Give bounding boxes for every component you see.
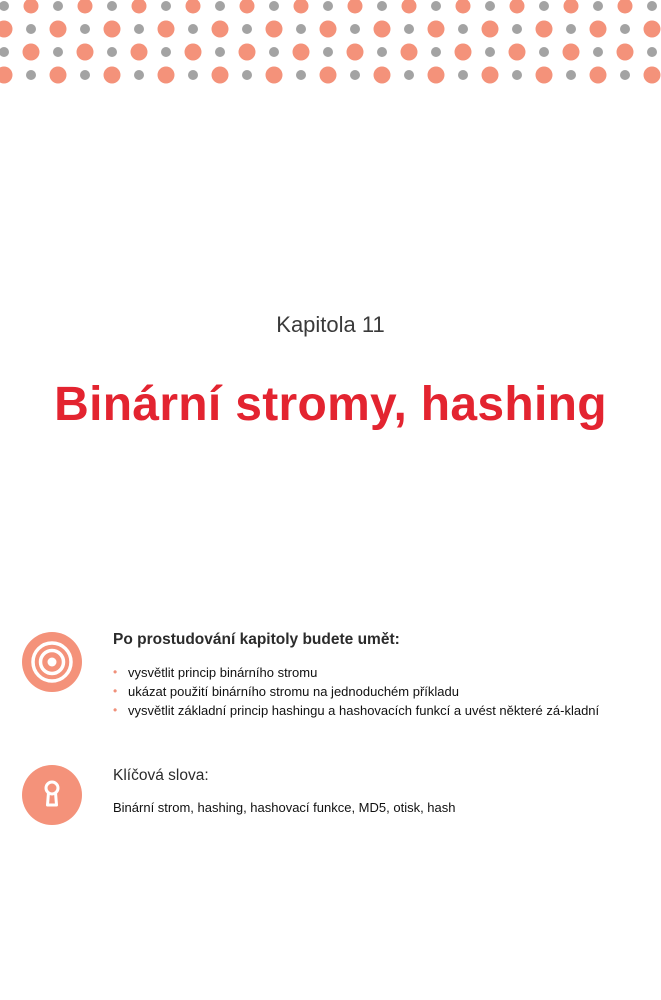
- salmon-dot: [644, 21, 661, 38]
- salmon-dot: [374, 67, 391, 84]
- gray-dot: [188, 24, 198, 34]
- salmon-dot: [617, 44, 634, 61]
- salmon-dot: [428, 21, 445, 38]
- salmon-dot: [374, 21, 391, 38]
- gray-dot: [242, 70, 252, 80]
- salmon-dot: [240, 0, 255, 14]
- salmon-dot: [212, 21, 229, 38]
- salmon-dot: [23, 44, 40, 61]
- bullet-icon: •: [113, 684, 118, 698]
- salmon-dot: [348, 0, 363, 14]
- gray-dot: [431, 1, 441, 11]
- gray-dot: [269, 47, 279, 57]
- salmon-dot: [320, 67, 337, 84]
- salmon-dot: [212, 67, 229, 84]
- gray-dot: [350, 70, 360, 80]
- salmon-dot: [77, 44, 94, 61]
- gray-dot: [620, 24, 630, 34]
- salmon-dot: [509, 44, 526, 61]
- gray-dot: [26, 24, 36, 34]
- salmon-dot: [131, 44, 148, 61]
- gray-dot: [593, 47, 603, 57]
- gray-dot: [134, 70, 144, 80]
- salmon-dot: [266, 67, 283, 84]
- gray-dot: [620, 70, 630, 80]
- gray-dot: [431, 47, 441, 57]
- gray-dot: [512, 24, 522, 34]
- salmon-dot: [24, 0, 39, 14]
- gray-dot: [188, 70, 198, 80]
- keywords-heading: Klíčová slova:: [113, 767, 209, 784]
- salmon-dot: [590, 21, 607, 38]
- salmon-dot: [239, 44, 256, 61]
- salmon-dot: [50, 21, 67, 38]
- salmon-dot: [185, 44, 202, 61]
- salmon-dot: [158, 67, 175, 84]
- gray-dot: [134, 24, 144, 34]
- salmon-dot: [536, 21, 553, 38]
- gray-dot: [53, 1, 63, 11]
- salmon-dot: [510, 0, 525, 14]
- chapter-title: Binární stromy, hashing: [54, 378, 607, 431]
- salmon-dot: [455, 44, 472, 61]
- gray-dot: [80, 70, 90, 80]
- salmon-dot: [563, 44, 580, 61]
- salmon-dot: [402, 0, 417, 14]
- salmon-dot: [401, 44, 418, 61]
- gray-dot: [323, 47, 333, 57]
- gray-dot: [0, 47, 9, 57]
- gray-dot: [404, 24, 414, 34]
- gray-dot: [296, 24, 306, 34]
- gray-dot: [458, 24, 468, 34]
- gray-dot: [539, 47, 549, 57]
- salmon-dot: [293, 44, 310, 61]
- salmon-dot: [564, 0, 579, 14]
- gray-dot: [107, 47, 117, 57]
- salmon-dot: [456, 0, 471, 14]
- gray-dot: [215, 47, 225, 57]
- gray-dot: [242, 24, 252, 34]
- gray-dot: [107, 1, 117, 11]
- salmon-dot: [50, 67, 67, 84]
- gray-dot: [269, 1, 279, 11]
- gray-dot: [485, 47, 495, 57]
- gray-dot: [26, 70, 36, 80]
- decorative-dot-pattern: [0, 0, 661, 90]
- salmon-dot: [590, 67, 607, 84]
- gray-dot: [323, 1, 333, 11]
- goals-heading: Po prostudování kapitoly budete umět:: [113, 631, 400, 648]
- goal-item-text: ukázat použití binárního stromu na jednoduchém příkladu: [128, 684, 459, 699]
- gray-dot: [647, 1, 657, 11]
- salmon-dot: [158, 21, 175, 38]
- salmon-dot: [320, 21, 337, 38]
- gray-dot: [566, 24, 576, 34]
- gray-dot: [215, 1, 225, 11]
- salmon-dot: [104, 67, 121, 84]
- chapter-number: Kapitola 11: [276, 312, 385, 337]
- salmon-dot: [132, 0, 147, 14]
- gray-dot: [539, 1, 549, 11]
- gray-dot: [512, 70, 522, 80]
- keywords-text: Binární strom, hashing, hashovací funkce, MD5, otisk, hash: [113, 800, 456, 815]
- salmon-dot: [618, 0, 633, 14]
- target-icon: [22, 632, 82, 692]
- salmon-dot: [186, 0, 201, 14]
- goal-item: [113, 701, 618, 720]
- gray-dot: [296, 70, 306, 80]
- salmon-dot: [428, 67, 445, 84]
- gray-dot: [377, 47, 387, 57]
- goals-list: [113, 663, 618, 720]
- gray-dot: [161, 47, 171, 57]
- salmon-dot: [294, 0, 309, 14]
- salmon-dot: [266, 21, 283, 38]
- salmon-dot: [0, 67, 13, 84]
- gray-dot: [485, 1, 495, 11]
- goal-item-text: vysvětlit základní princip hashingu a hashovacích funkcí a uvést některé zá-kladní: [128, 703, 600, 718]
- goal-item: [113, 663, 618, 682]
- gray-dot: [350, 24, 360, 34]
- bullet-icon: •: [113, 665, 118, 679]
- salmon-dot: [347, 44, 364, 61]
- keyhole-icon: [22, 765, 82, 825]
- salmon-dot: [482, 21, 499, 38]
- gray-dot: [377, 1, 387, 11]
- gray-dot: [53, 47, 63, 57]
- salmon-dot: [104, 21, 121, 38]
- goal-item-text: vysvětlit princip binárního stromu: [128, 665, 318, 680]
- goal-item: [113, 682, 618, 701]
- gray-dot: [458, 70, 468, 80]
- salmon-dot: [482, 67, 499, 84]
- salmon-dot: [536, 67, 553, 84]
- gray-dot: [161, 1, 171, 11]
- gray-dot: [593, 1, 603, 11]
- gray-dot: [647, 47, 657, 57]
- gray-dot: [80, 24, 90, 34]
- bullet-icon: •: [113, 703, 118, 717]
- salmon-dot: [78, 0, 93, 14]
- salmon-dot: [0, 21, 13, 38]
- gray-dot: [0, 1, 9, 11]
- salmon-dot: [644, 67, 661, 84]
- gray-dot: [404, 70, 414, 80]
- gray-dot: [566, 70, 576, 80]
